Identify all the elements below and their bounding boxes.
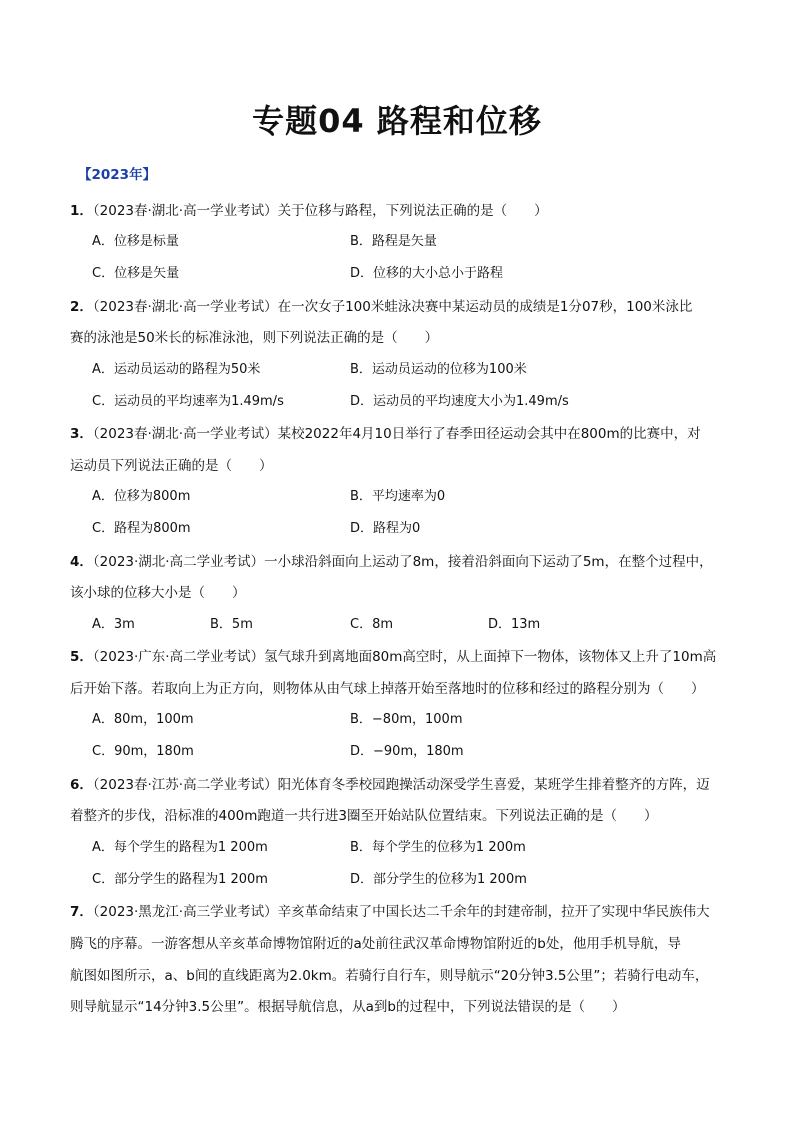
question-1-option-b: B．路程是矢量 (350, 234, 437, 249)
question-4-option-d: D．13m (488, 617, 541, 632)
question-2-line-1: 2．（2023春·湖北·高一学业考试）在一次女子100米蛙泳决赛中某运动员的成绩是1分07秒，100米泳比 (70, 299, 693, 315)
question-4-option-c: C．8m (350, 617, 394, 632)
question-6-line-2: 着整齐的步伐，沿标准的400m跑道一共行进3圈至开始站队位置结束。下列说法正确的是（ ） (70, 808, 658, 824)
question-1-line-1: 1．（2023春·湖北·高一学业考试）关于位移与路程，下列说法正确的是（ ） (70, 203, 548, 219)
question-7-line-2: 腾飞的序幕。一游客想从辛亥革命博物馆附近的a处前往武汉革命博物馆附近的b处，他用手机导航，导 (70, 936, 681, 952)
question-6-option-c: C．部分学生的路程为1 200m (92, 872, 268, 887)
question-5-line-2: 后开始下落。若取向上为正方向，则物体从由气球上掉落开始至落地时的位移和经过的路程分别为（ ） (70, 681, 705, 697)
question-4-line-1: 4．（2023·湖北·高二学业考试）一小球沿斜面向上运动了8m，接着沿斜面向下运动了5m，在整个过程中， (70, 554, 713, 570)
question-1-option-d: D．位移的大小总小于路程 (350, 266, 504, 281)
question-5-option-a: A．80m，100m (92, 712, 194, 727)
question-5-option-d: D．−90m，180m (350, 744, 464, 759)
question-2-option-b: B．运动员运动的位移为100米 (350, 362, 527, 377)
question-3-line-2: 运动员下列说法正确的是（ ） (70, 458, 273, 474)
question-3-option-c: C．路程为800m (92, 521, 191, 536)
question-2-option-c: C．运动员的平均速率为1.49m/s (92, 394, 284, 409)
question-4-option-b: B．5m (210, 617, 253, 632)
question-6-line-1: 6．（2023春·江苏·高二学业考试）阳光体育冬季校园跑操活动深受学生喜爱，某班学生排着整齐的方阵，迈 (70, 777, 710, 793)
question-3-option-d: D．路程为0 (350, 521, 421, 536)
page-title: 专题04 路程和位移 (252, 102, 542, 140)
question-1-option-a: A．位移是标量 (92, 234, 179, 249)
question-6-option-d: D．部分学生的位移为1 200m (350, 872, 527, 887)
question-3-option-a: A．位移为800m (92, 489, 191, 504)
question-5-option-c: C．90m，180m (92, 744, 194, 759)
question-5-line-1: 5．（2023·广东·高二学业考试）氢气球升到离地面80m高空时，从上面掉下一物体，该物体又上升了10m高 (70, 649, 717, 665)
question-6-option-b: B．每个学生的位移为1 200m (350, 840, 526, 855)
question-7-line-4: 则导航显示“14分钟3.5公里”。根据导航信息，从a到b的过程中，下列说法错误的是（ ） (70, 999, 626, 1015)
question-4-line-2: 该小球的位移大小是（ ） (70, 585, 246, 601)
question-2-line-2: 赛的泳池是50米长的标准泳池，则下列说法正确的是（ ） (70, 330, 439, 346)
question-1-option-c: C．位移是矢量 (92, 266, 180, 281)
question-3-option-b: B．平均速率为0 (350, 489, 446, 504)
section-heading: 【2023年】 (78, 167, 157, 183)
question-5-option-b: B．−80m，100m (350, 712, 463, 727)
question-7-line-3: 航图如图所示，a、b间的直线距离为2.0km。若骑行自行车，则导航示“20分钟3.5公里”；若骑行电动车， (70, 968, 709, 984)
question-7-line-1: 7．（2023·黑龙江·高三学业考试）辛亥革命结束了中国长达二千余年的封建帝制，拉开了实现中华民族伟大 (70, 904, 710, 920)
question-2-option-a: A．运动员运动的路程为50米 (92, 362, 261, 377)
question-3-line-1: 3．（2023春·湖北·高一学业考试）某校2022年4月10日举行了春季田径运动会其中在800m的比赛中，对 (70, 426, 701, 442)
question-4-option-a: A．3m (92, 617, 135, 632)
question-6-option-a: A．每个学生的路程为1 200m (92, 840, 268, 855)
question-2-option-d: D．运动员的平均速度大小为1.49m/s (350, 394, 569, 409)
